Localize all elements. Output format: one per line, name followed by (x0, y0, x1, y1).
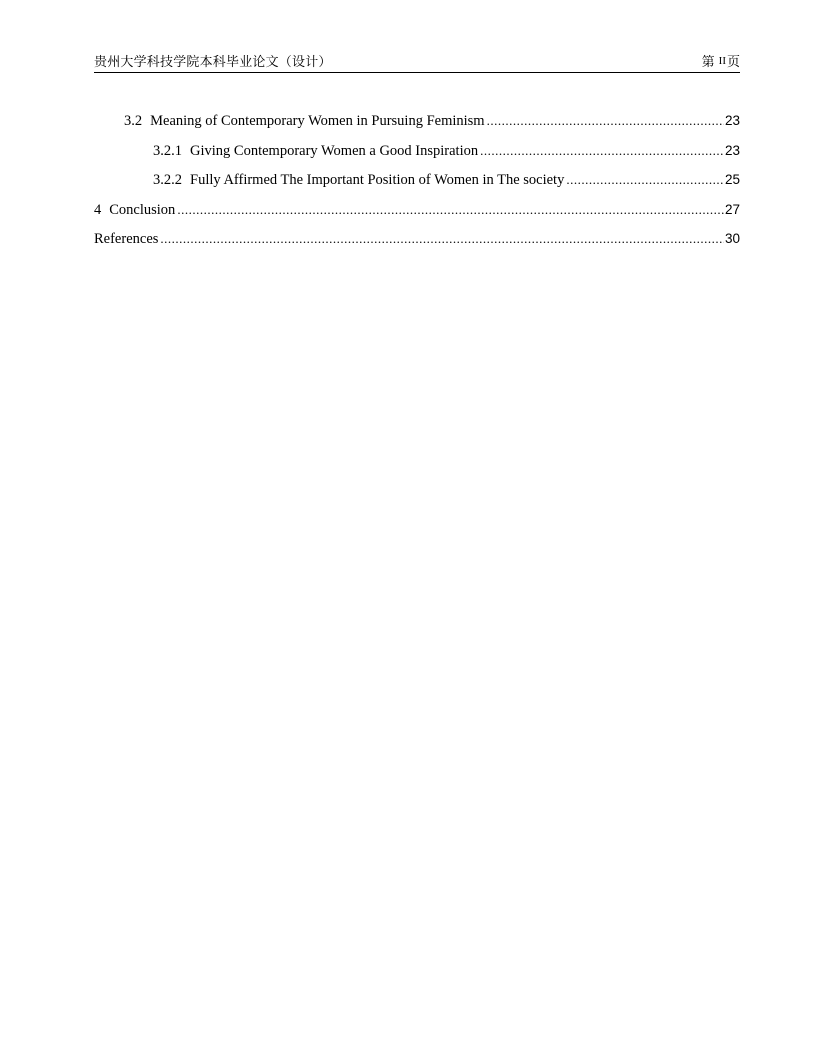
page-number: II (718, 55, 726, 67)
toc-entry-title: Meaning of Contemporary Women in Pursuing Feminism (150, 113, 485, 129)
toc-entry-page: 25 (724, 172, 740, 187)
table-of-contents (94, 113, 740, 261)
toc-leader-dots (566, 172, 724, 188)
toc-entry[interactable] (94, 143, 740, 173)
toc-entry-number: 3.2 (124, 113, 143, 129)
toc-entry[interactable] (94, 231, 740, 261)
toc-entry-page: 23 (724, 142, 740, 158)
toc-entry-page: 27 (724, 201, 740, 217)
toc-entry-title: Fully Affirmed The Important Position of Women in The society (190, 172, 565, 188)
page-prefix: 第 (701, 55, 715, 70)
toc-leader-dots (487, 113, 724, 129)
toc-leader-dots (480, 143, 724, 159)
page-suffix: 页 (726, 55, 740, 70)
toc-leader-dots (177, 202, 724, 218)
header-page-number (702, 51, 740, 70)
toc-entry-title: References (94, 231, 159, 247)
toc-leader-dots (160, 231, 724, 247)
toc-entry-page: 23 (724, 113, 740, 128)
toc-entry-number: 4 (94, 201, 102, 218)
page-header (94, 50, 740, 73)
toc-entry-number: 3.2.2 (153, 172, 182, 188)
toc-entry[interactable] (94, 113, 740, 143)
thesis-header-title: 贵州大学科技学院本科毕业论文（设计） (94, 55, 332, 70)
toc-entry-number: 3.2.1 (153, 142, 182, 159)
toc-entry-title: Giving Contemporary Women a Good Inspiration (190, 142, 479, 159)
toc-entry-title: Conclusion (109, 201, 176, 218)
toc-entry-page: 30 (724, 231, 740, 246)
toc-entry[interactable] (94, 172, 740, 202)
toc-entry[interactable] (94, 202, 740, 232)
